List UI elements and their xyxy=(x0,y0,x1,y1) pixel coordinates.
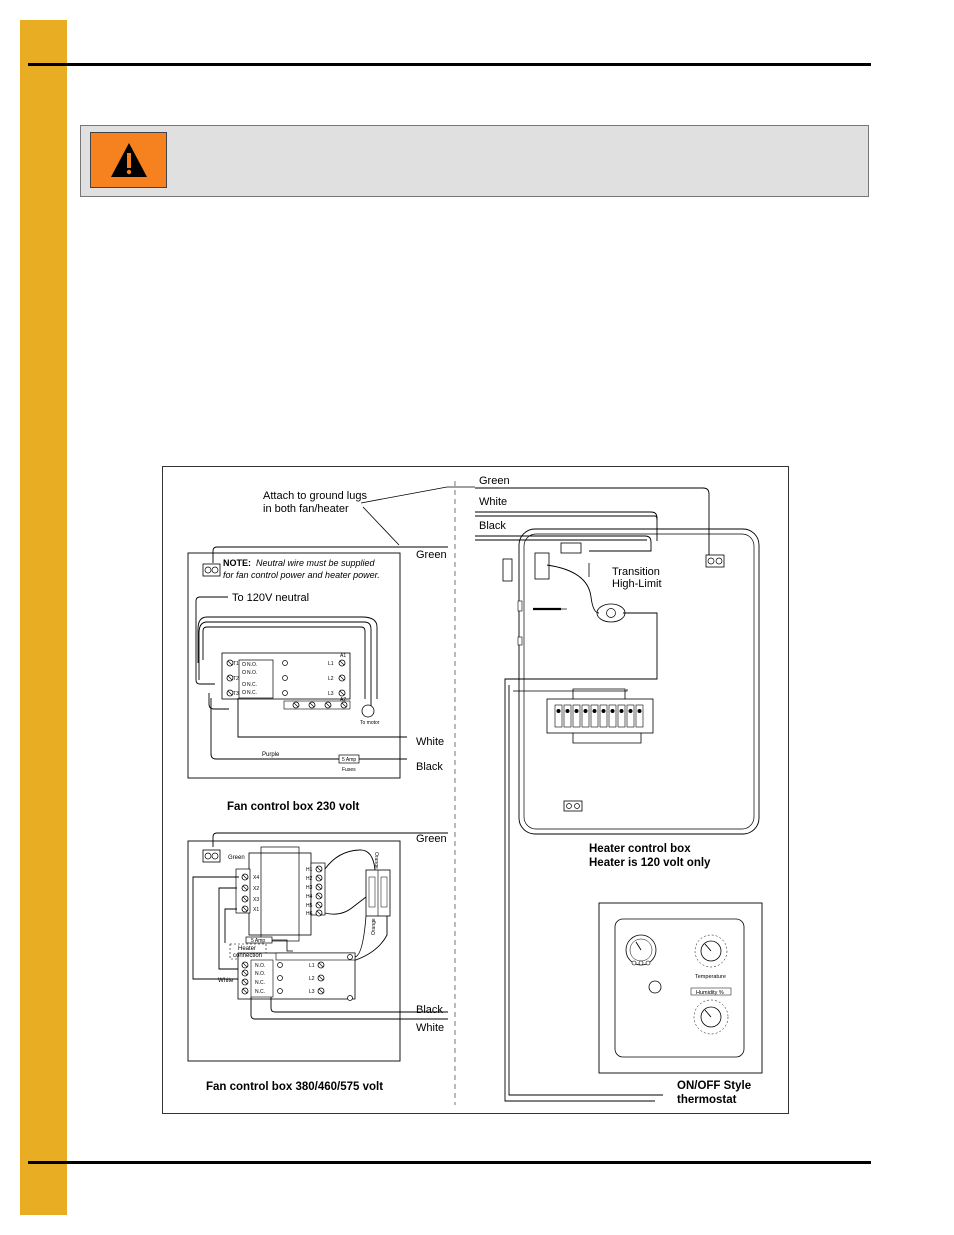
thermostat-caption-line2: thermostat xyxy=(677,1094,737,1106)
terminal-cell xyxy=(555,705,562,727)
footer-rule xyxy=(28,1161,871,1164)
terminal-screw xyxy=(575,709,579,713)
fan380-white-small: White xyxy=(218,978,234,984)
terminal-cell xyxy=(600,705,607,727)
wire-label-white-top: White xyxy=(479,496,508,508)
fan230-contact-4: N.C. xyxy=(247,690,257,696)
fan380-heater-conn-2: connection xyxy=(233,953,263,959)
heater-limit-line1: Transition xyxy=(612,566,660,578)
fan380-contact-1: N.O. xyxy=(255,963,266,969)
wire-label-green-top: Green xyxy=(479,475,510,487)
neutral-label: To 120V neutral xyxy=(232,592,310,604)
terminal-screw xyxy=(638,709,642,713)
wiring-diagram xyxy=(162,466,789,1114)
fan380-black-label: Black xyxy=(416,1004,443,1016)
fan380-white-label: White xyxy=(416,1022,445,1034)
fan380-h5: H5 xyxy=(306,903,313,909)
ground-note-leaders xyxy=(361,487,475,545)
fan230-contact-3: N.C. xyxy=(247,682,257,688)
fan230-green-label: Green xyxy=(416,549,447,561)
fan380-green-small: Green xyxy=(228,855,245,861)
fan380-orange-top: Orange xyxy=(373,852,379,869)
fan380-x4: X4 xyxy=(253,875,260,881)
fan230-l1: L1 xyxy=(328,661,334,667)
fan230-a1: A1 xyxy=(340,653,347,659)
heater-caption-line1: Heater control box xyxy=(589,843,691,855)
terminal-screw xyxy=(629,709,633,713)
fan380-l2: L2 xyxy=(309,976,315,982)
fan380-x3: X3 xyxy=(253,897,260,903)
header-rule xyxy=(28,63,871,66)
thermostat-humidity: Humidity % xyxy=(696,990,724,996)
fan380-green-label: Green xyxy=(416,833,447,845)
neutral-note-line1: Neutral wire must be supplied xyxy=(256,558,375,568)
fan380-fuse-amp: 5 Amp xyxy=(251,938,266,944)
fan230-t1: T1 xyxy=(233,661,239,667)
fan230-caption: Fan control box 230 volt xyxy=(227,801,360,813)
ground-note-line2: in both fan/heater xyxy=(263,503,349,515)
fan230-fuse-amp: 5 Amp xyxy=(342,757,357,763)
terminal-screw xyxy=(566,709,570,713)
fan230-l3: L3 xyxy=(328,691,334,697)
fan380-x1: X1 xyxy=(253,907,260,913)
thermostat-panel xyxy=(599,903,762,1073)
fan230-black-label: Black xyxy=(416,761,443,773)
wire-label-black-top: Black xyxy=(479,520,506,532)
thermostat-temperature: Temperature xyxy=(695,974,726,980)
terminal-screw xyxy=(584,709,588,713)
fan380-h1: H1 xyxy=(306,867,313,873)
fan380-contact-3: N.C. xyxy=(255,980,265,986)
fan230-l2: L2 xyxy=(328,676,334,682)
warning-box xyxy=(80,125,869,197)
fan380-l1: L1 xyxy=(309,963,315,969)
fan380-h3: H3 xyxy=(306,885,313,891)
warning-icon-panel xyxy=(90,132,167,188)
fan380-orange-bottom: Orange xyxy=(371,918,377,935)
fan380-contact-2: N.O. xyxy=(255,971,266,977)
terminal-cell xyxy=(609,705,616,727)
terminal-screw xyxy=(557,709,561,713)
terminal-cell xyxy=(636,705,643,727)
ground-note-line1: Attach to ground lugs xyxy=(263,490,367,502)
fan-380-box xyxy=(188,833,448,1061)
terminal-screw xyxy=(602,709,606,713)
heater-limit-line2: High-Limit xyxy=(612,578,662,590)
thermostat-caption-line1: ON/OFF Style xyxy=(677,1080,752,1092)
fan380-caption: Fan control box 380/460/575 volt xyxy=(206,1081,384,1093)
fan230-white-label: White xyxy=(416,736,445,748)
fan380-heater-conn-1: Heater xyxy=(238,946,257,952)
fan230-fuses: Fuses xyxy=(342,767,356,773)
terminal-cell xyxy=(591,705,598,727)
terminal-cell xyxy=(618,705,625,727)
fan380-h4: H4 xyxy=(306,894,313,900)
fan380-x2: X2 xyxy=(253,886,260,892)
top-wire-leads xyxy=(475,488,709,563)
terminal-screw xyxy=(620,709,624,713)
neutral-note-bold: NOTE: xyxy=(223,558,251,568)
fan-230-box xyxy=(188,547,448,778)
fan230-t2: T2 xyxy=(233,676,239,682)
terminal-screw xyxy=(611,709,615,713)
fan230-to-motor: To motor xyxy=(360,720,380,726)
fan230-contact-1: N.O. xyxy=(247,662,258,668)
fan380-l3: L3 xyxy=(309,989,315,995)
terminal-cell xyxy=(564,705,571,727)
fan380-h6: H6 xyxy=(306,911,313,917)
terminal-cell xyxy=(573,705,580,727)
fan380-h2: H2 xyxy=(306,876,313,882)
terminal-cell xyxy=(582,705,589,727)
terminal-screw xyxy=(593,709,597,713)
warning-triangle-icon xyxy=(91,133,168,189)
neutral-note-line2: for fan control power and heater power. xyxy=(223,570,380,580)
terminal-cell xyxy=(627,705,634,727)
side-color-bar xyxy=(20,20,67,1215)
fan230-purple: Purple xyxy=(262,752,280,758)
fan230-t3: T3 xyxy=(233,691,239,697)
heater-caption-line2: Heater is 120 volt only xyxy=(589,857,711,869)
fan230-contact-2: N.O. xyxy=(247,670,258,676)
fan230-a2: A2 xyxy=(340,697,347,703)
fan380-contact-4: N.C. xyxy=(255,989,265,995)
